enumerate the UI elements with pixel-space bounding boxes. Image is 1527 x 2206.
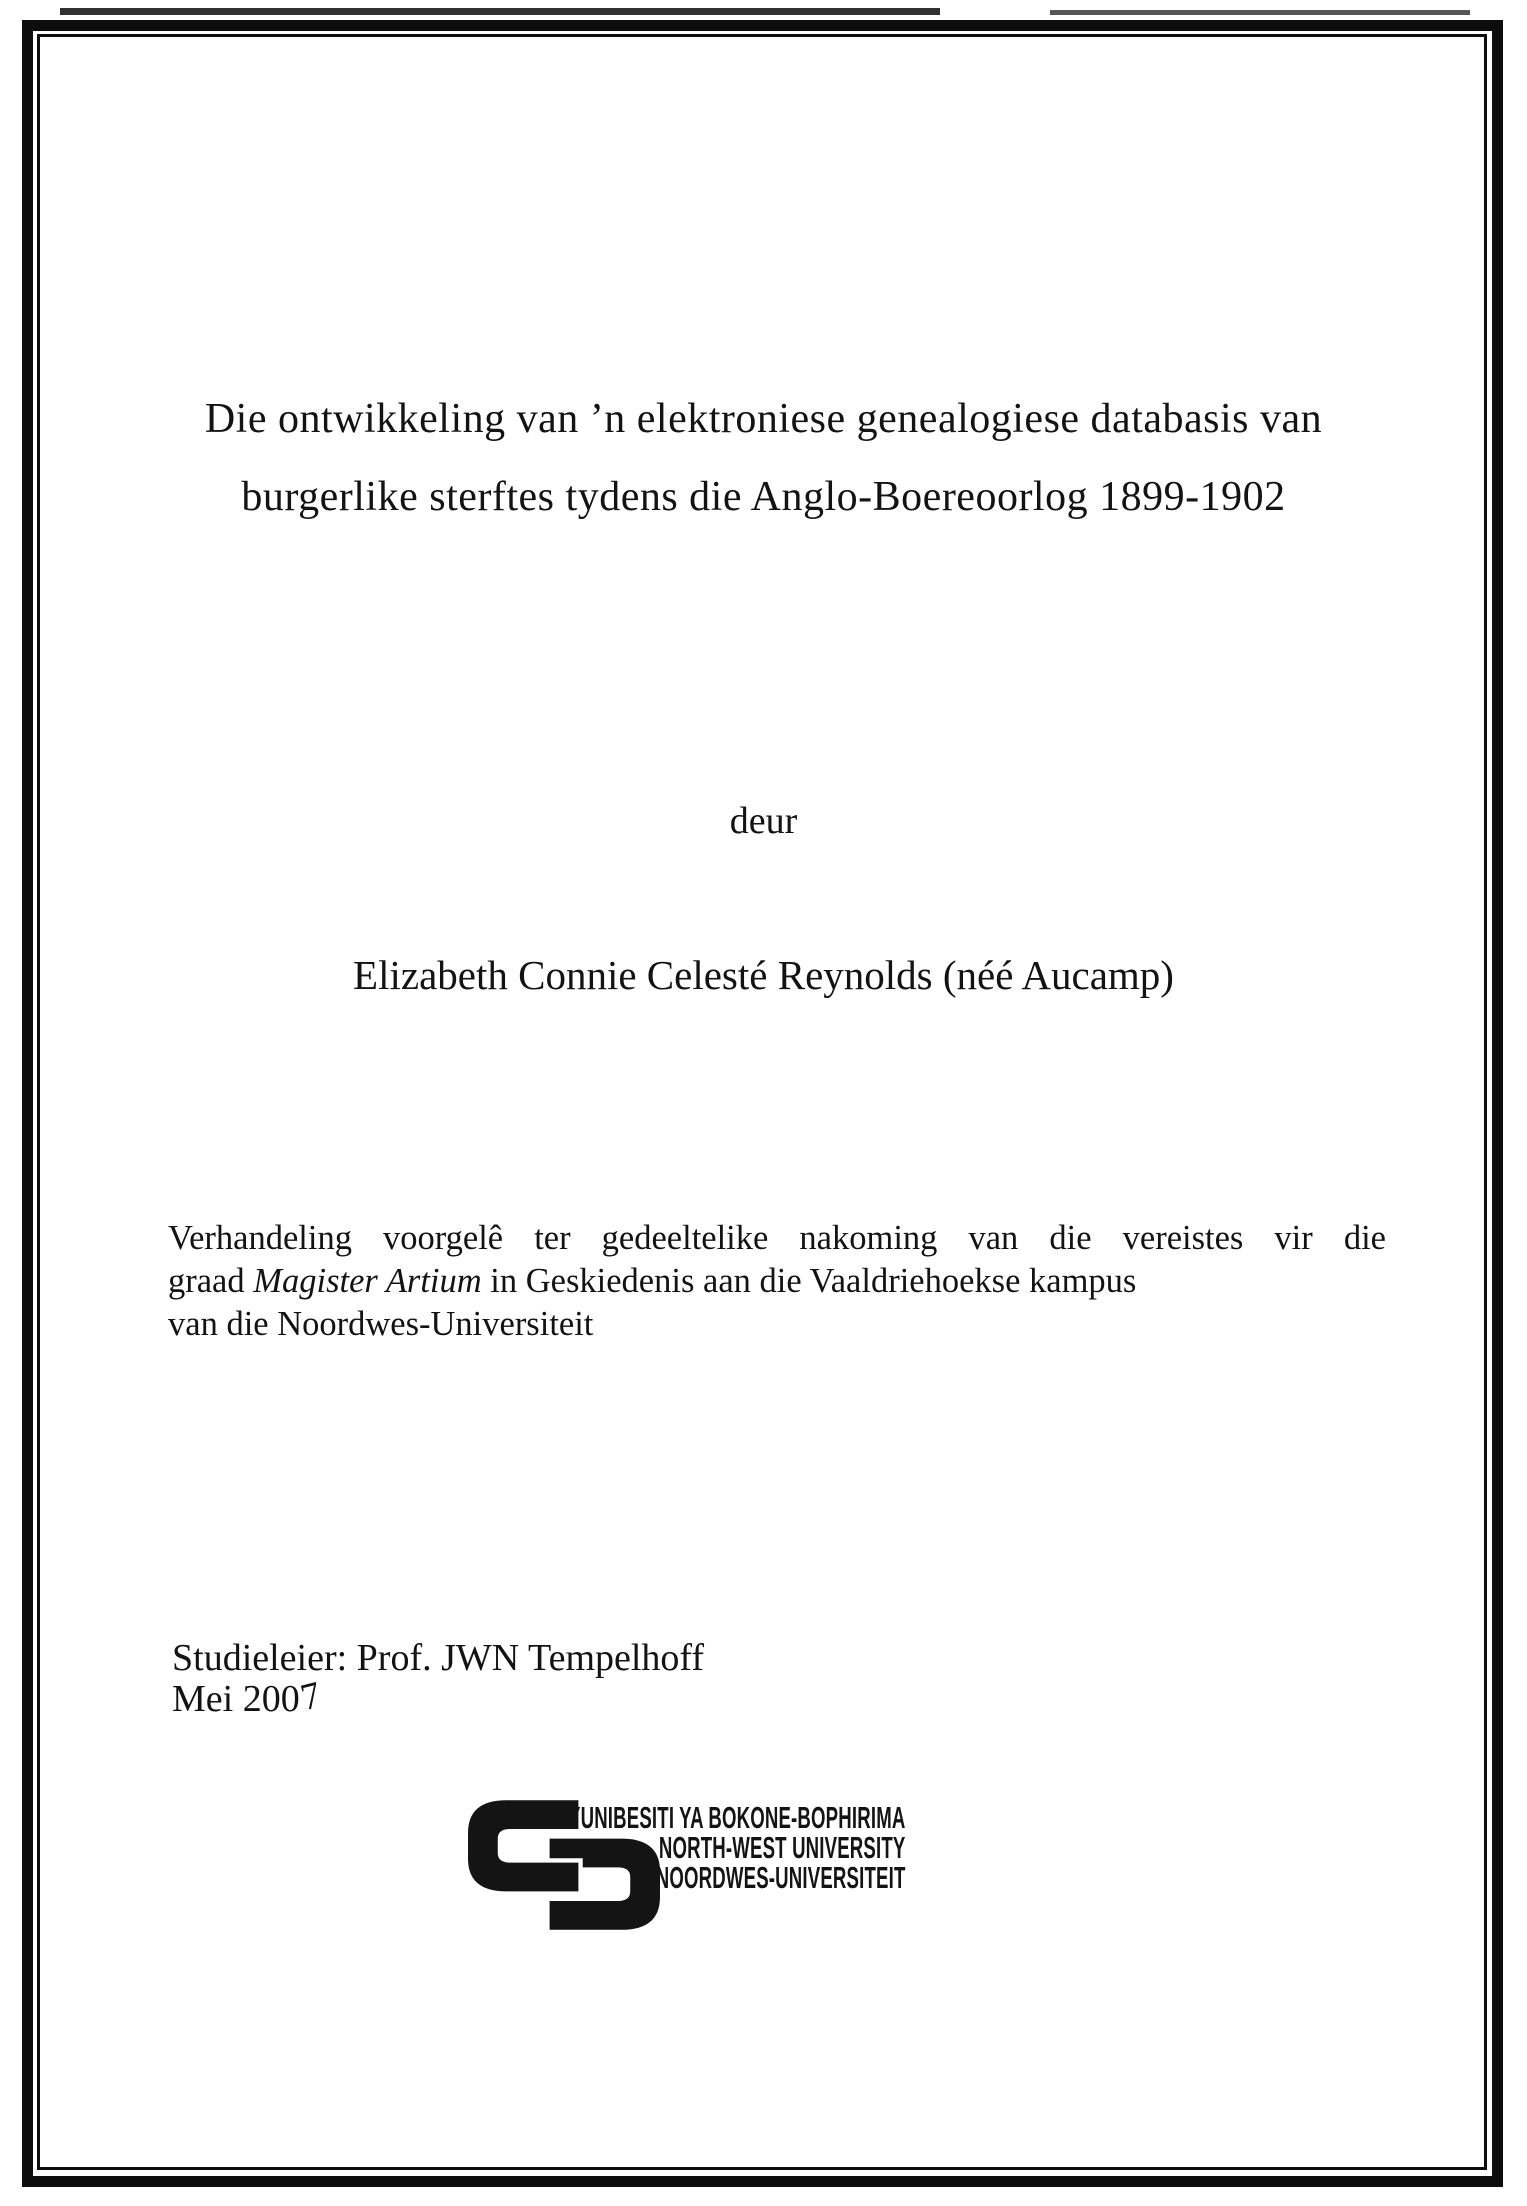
thesis-title-line2: burgerlike sterftes tydens die Anglo-Boereoorlog 1899-1902 [241, 474, 1286, 520]
statement-line1: Verhandeling voorgelê ter gedeeltelike nakoming van die vereistes vir die [168, 1219, 1386, 1257]
date-prefix: Mei 200 [172, 1678, 300, 1720]
thesis-title [90, 380, 1437, 536]
degree-statement [168, 1217, 1386, 1346]
byline-label: deur [729, 800, 798, 842]
statement-line3: van die Noordwes-Universiteit [168, 1305, 594, 1343]
statement-line2-suffix: in Geskiedenis aan die Vaaldriehoekse kampus [481, 1262, 1137, 1300]
date-line [172, 1673, 704, 1720]
statement-line2-prefix: graad [168, 1262, 254, 1300]
thesis-title-line1: Die ontwikkeling van ’n elektroniese genealogiese databasis van [204, 396, 1323, 442]
logo-text-line2: NORTH-WEST UNIVERSITY [658, 1830, 905, 1865]
statement-line2 [168, 1260, 1386, 1303]
logo-text-line3: NOORDWES-UNIVERSITEIT [655, 1860, 905, 1895]
scan-edge-artifact [60, 8, 940, 15]
supervisor-line: Studieleier: Prof. JWN Tempelhoff [172, 1637, 705, 1679]
logo-text-line1: YUNIBESITI YA BOKONE-BOPHIRIMA [567, 1800, 905, 1835]
university-logo-text [567, 1800, 905, 1895]
degree-name-italic: Magister Artium [253, 1262, 482, 1300]
date-last-digit: 7 [296, 1673, 325, 1720]
university-logo [468, 1798, 905, 1963]
scan-edge-artifact [1050, 10, 1470, 15]
supervisor-and-date [172, 1638, 704, 1720]
author-name: Elizabeth Connie Celesté Reynolds (néé Aucamp) [353, 952, 1174, 998]
